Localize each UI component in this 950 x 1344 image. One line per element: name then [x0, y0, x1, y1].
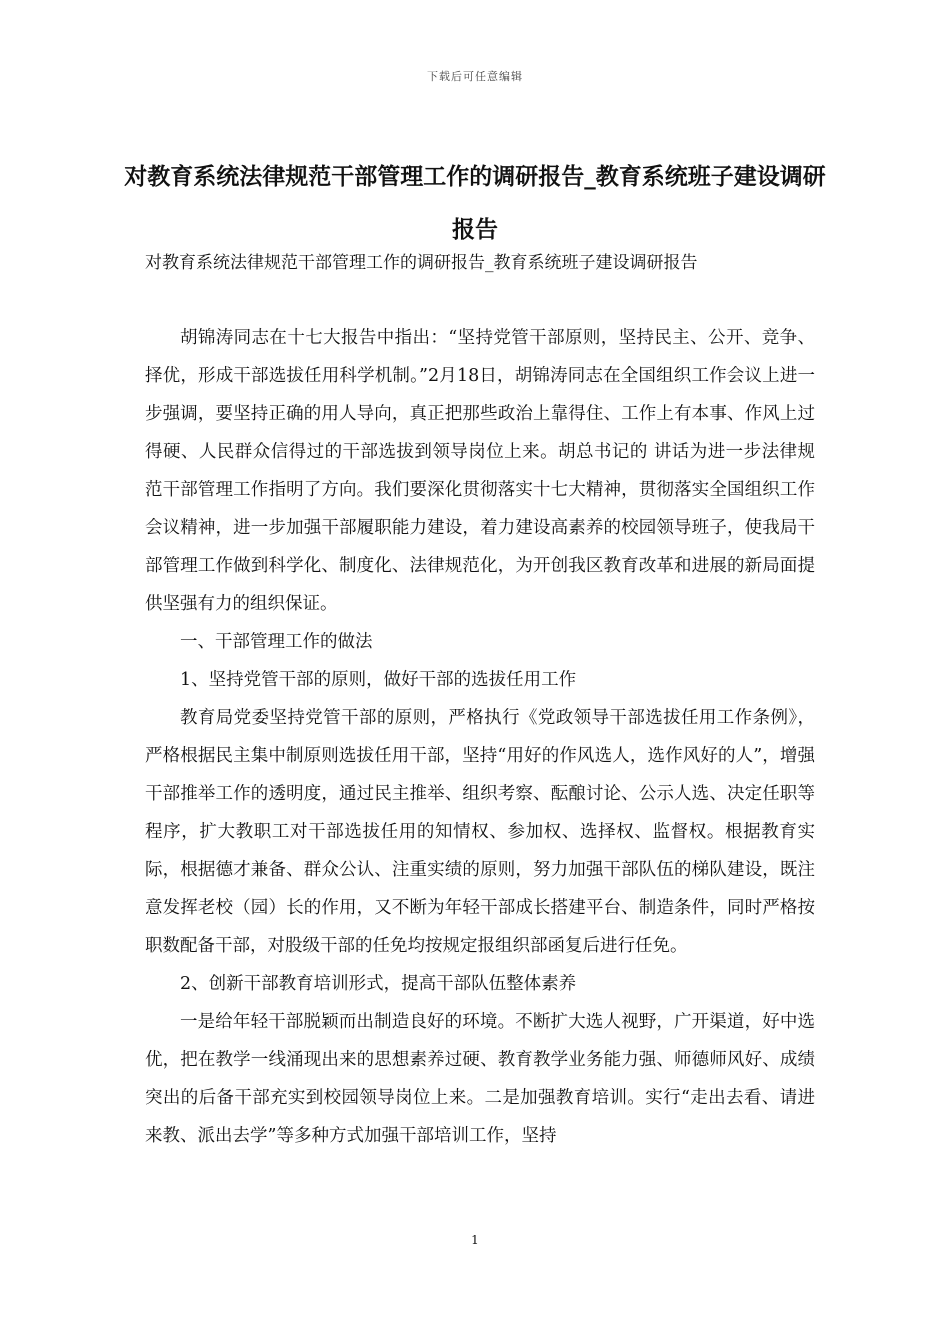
- paragraph: 一是给年轻干部脱颖而出制造良好的环境。不断扩大选人视野，广开渠道，好中选优，把在教学一线涌现出来的思想素养过硬、教育教学业务能力强、师德师风好、成绩突出的后备干部充实到校园领导岗位上来。二是加强教育培训。实行“走出去看、请进来教、派出去学”等多种方式加强干部培训工作，坚持: [145, 1012, 815, 1146]
- page-number: 1: [471, 1233, 479, 1247]
- document-subtitle: 对教育系统法律规范干部管理工作的调研报告_教育系统班子建设调研报告: [145, 253, 698, 273]
- paragraph: 教育局党委坚持党管干部的原则，严格执行《党政领导干部选拔任用工作条例》，严格根据民主集中制原则选拔任用干部，坚持“用好的作风选人，选作风好的人”，增强干部推举工作的透明度，通过民主推举、组织考察、酝酿讨论、公示人选、决定任职等程序，扩大教职工对干部选拔任用的知情权、参加权、选择权、监督权。根据教育实际，根据德才兼备、群众公认、注重实绩的原则，努力加强干部队伍的梯队建设，既注意发挥老校（园）长的作用，又不断为年轻干部成长搭建平台、制造条件，同时严格按职数配备干部，对股级干部的任免均按规定报组织部函复后进行任免。: [145, 708, 815, 956]
- document-title: 对教育系统法律规范干部管理工作的调研报告_教育系统班子建设调研报告: [124, 163, 826, 243]
- paragraph-intro: 胡锦涛同志在十七大报告中指出：“坚持党管干部原则，坚持民主、公开、竞争、择优，形成干部选拔任用科学机制。”2月18日，胡锦涛同志在全国组织工作会议上进一步强调，要坚持正确的用人导向，真正把那些政治上靠得住、工作上有本事、作风上过得硬、人民群众信得过的干部选拔到领导岗位上来。胡总书记的 讲话为进一步法律规范干部管理工作指明了方向。我们要深化贯彻落实十七大精神，贯彻落实全国组织工作会议精神，进一步加强干部履职能力建设，着力建设高素养的校园领导班子，使我局干部管理工作做到科学化、制度化、法律规范化，为开创我区教育改革和进展的新局面提供坚强有力的组织保证。: [145, 328, 815, 614]
- header-note: 下载后可任意编辑: [427, 70, 523, 83]
- subsection-heading: 1、坚持党管干部的原则，做好干部的选拔任用工作: [180, 670, 577, 690]
- document-body: [145, 319, 815, 1155]
- subsection-heading: 2、创新干部教育培训形式，提高干部队伍整体素养: [180, 974, 577, 994]
- section-heading: 一、干部管理工作的做法: [180, 632, 373, 652]
